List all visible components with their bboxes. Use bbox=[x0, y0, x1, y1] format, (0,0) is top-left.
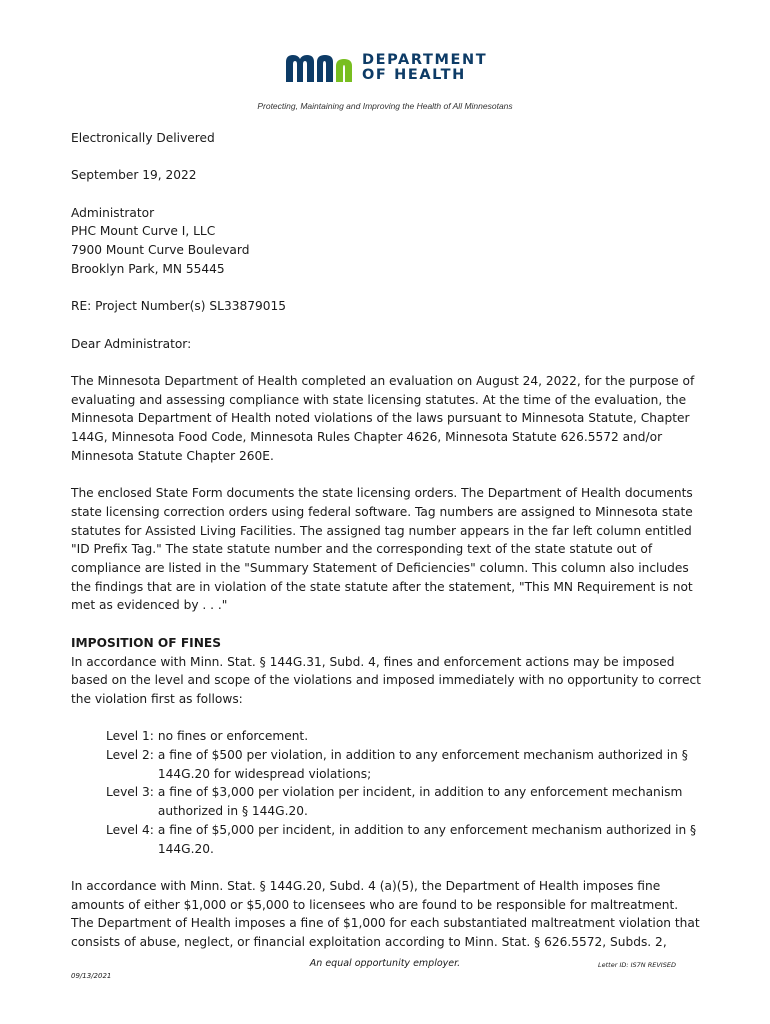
list-item bbox=[106, 746, 701, 783]
mn-logo-mark-icon bbox=[284, 52, 354, 84]
paragraph-state-form: The enclosed State Form documents the state licensing orders. The Department of Health documents state licensing correction orders using federal software. Tag numbers are assigned to Minnesota state statutes for Assisted Living Facilities. The assigned tag number appears in the far left column entitled "ID Prefix Tag." The state statute number and the corresponding text of the state statute out of compliance are listed in the "Summary Statement of Deficiencies" column. This column also includes the findings that are in violation of the state statute after the statement, "This MN Requirement is not met as evidenced by . . ." bbox=[71, 486, 693, 613]
letter-date: September 19, 2022 bbox=[71, 168, 197, 183]
logo-line1: DEPARTMENT bbox=[362, 52, 488, 68]
logo-wordmark bbox=[362, 53, 487, 83]
address-line: Administrator bbox=[71, 205, 155, 220]
level-label: Level 4: bbox=[106, 822, 154, 837]
paragraph-evaluation: The Minnesota Department of Health completed an evaluation on August 24, 2022, for the purpose of evaluating and assessing compliance with state licensing statutes. At the time of the evaluation, the Minnesota Department of Health noted violations of the laws pursuant to Minnesota Statute, Chapter 144G, Minnesota Food Code, Minnesota Rules Chapter 4626, Minnesota Statute 626.5572 and/or Minnesota Statute Chapter 260E. bbox=[71, 374, 695, 463]
level-label: Level 2: bbox=[106, 748, 154, 763]
level-label: Level 1: bbox=[106, 729, 154, 744]
level-label: Level 3: bbox=[106, 785, 154, 800]
footer-equal-opportunity: An equal opportunity employer. bbox=[309, 958, 461, 969]
salutation: Dear Administrator: bbox=[71, 336, 192, 351]
level-text: a fine of $5,000 per incident, in addition to any enforcement mechanism authorized in § 144G.20. bbox=[157, 822, 697, 856]
list-item bbox=[106, 727, 701, 746]
letter-body bbox=[71, 129, 701, 952]
address-line: 7900 Mount Curve Boulevard bbox=[71, 243, 250, 258]
paragraph-maltreatment: In accordance with Minn. Stat. § 144G.20, Subd. 4 (a)(5), the Department of Health imposes fine amounts of either $1,000 or $5,000 to licensees who are found to be responsible for maltreatment. The Department of Health imposes a fine of $1,000 for each substantiated maltreatment violation that consists of abuse, neglect, or financial exploitation according to Minn. Stat. § 626.5572, Subds. 2, bbox=[71, 878, 700, 950]
footer-revision-date: 09/13/2021 bbox=[71, 972, 112, 980]
address-line: Brooklyn Park, MN 55445 bbox=[71, 261, 225, 276]
fines-intro: In accordance with Minn. Stat. § 144G.31, Subd. 4, fines and enforcement actions may be imposed based on the level and scope of the violations and imposed immediately with no opportunity to correct the violation first as follows: bbox=[71, 654, 701, 706]
re-line: RE: Project Number(s) SL33879015 bbox=[71, 299, 286, 314]
level-text: a fine of $500 per violation, in addition to any enforcement mechanism authorized in § 144G.20 for widespread violations; bbox=[157, 748, 688, 781]
list-item bbox=[106, 821, 701, 858]
mdh-logo bbox=[284, 52, 487, 84]
footer-letter-id: Letter ID: IS7N REVISED bbox=[598, 961, 676, 969]
level-text: a fine of $3,000 per violation per incident, in addition to any enforcement mechanism authorized in § 144G.20. bbox=[157, 785, 683, 819]
level-text: no fines or enforcement. bbox=[157, 729, 309, 744]
logo-line2: OF HEALTH bbox=[362, 67, 466, 83]
list-item bbox=[106, 783, 701, 820]
address-line: PHC Mount Curve I, LLC bbox=[71, 224, 216, 239]
recipient-address bbox=[71, 204, 701, 279]
fine-levels-list bbox=[71, 727, 701, 858]
fines-heading: IMPOSITION OF FINES bbox=[71, 635, 222, 650]
delivery-method: Electronically Delivered bbox=[71, 131, 215, 145]
tagline: Protecting, Maintaining and Improving the Health of All Minnesotans bbox=[257, 101, 513, 111]
